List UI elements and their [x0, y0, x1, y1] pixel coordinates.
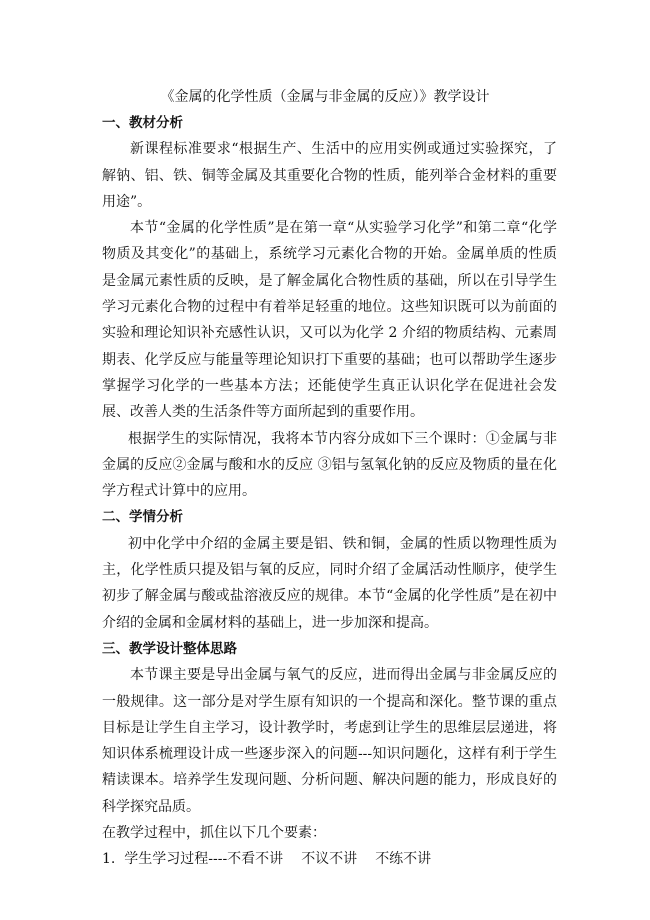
- paragraph: 本节课主要是导出金属与氧气的反应，进而得出金属与非金属反应的一般规律。这一部分是对学生原有知识的一个提高和深化。整节课的重点目标是让学生自主学习，设计教学时，考虑到让学生的思维层层递进，将知识体系梳理设计成一些逐步深入的问题---知识问题化，这样有利于学生精读课本。培养学生发现问题、分析问题、解决问题的能力，形成良好的科学探究品质。: [102, 667, 557, 815]
- list-number: 1.: [102, 851, 116, 868]
- list-text: 学生学习过程----不看不讲: [124, 851, 284, 868]
- section-heading-material: 一、教材分析: [102, 115, 183, 131]
- paragraph: 新课程标准要求“根据生产、生活中的应用实例或通过实验探究，了解钠、铝、铁、铜等金属及其重要化合物的性质，能列举合金材料的重要用途”。: [102, 141, 557, 210]
- paragraph: 初中化学中介绍的金属主要是铝、铁和铜，金属的性质以物理性质为主，化学性质只提及铝与氧的反应，同时介绍了金属活动性顺序，使学生初步了解金属与酸或盐溶液反应的规律。本节“金属的化学性质”是在初中介绍的金属和金属材料的基础上，进一步加深和提高。: [102, 535, 557, 631]
- list-item: [102, 846, 557, 872]
- paragraph: 根据学生的实际情况，我将本节内容分成如下三个课时：①金属与非金属的反应②金属与酸和水的反应 ③铝与氢氧化钠的反应及物质的量在化学方程式计算中的应用。: [102, 430, 557, 500]
- list-text: 不议不讲: [301, 851, 358, 868]
- list-text: 不练不讲: [375, 851, 432, 868]
- section-heading-design: 三、教学设计整体思路: [102, 640, 237, 657]
- document-title: 《金属的化学性质（金属与非金属的反应）》教学设计: [160, 89, 490, 105]
- paragraph: 本节“金属的化学性质”是在第一章“从实验学习化学”和第二章“化学物质及其变化”的基础上，系统学习元素化合物的开始。金属单质的性质是金属元素性质的反映，是了解金属化合物性质的基础，所以在引导学生学习元素化合物的过程中有着举足轻重的地位。这些知识既可以为前面的实验和理论知识补充感性认识，又可以为化学 2 介绍的物质结构、元素周期表、化学反应与能量等理论知识打下重要的基础；也可以帮助学生逐步掌握学习化学的一些基本方法；还能使学生真正认识化学在促进社会发展、改善人类的生活条件等方面所起到的重要作用。: [102, 220, 557, 421]
- section-heading-students: 二、学情分析: [102, 509, 183, 526]
- paragraph: 在教学过程中，抓住以下几个要素：: [102, 825, 326, 842]
- document-body: [102, 110, 557, 873]
